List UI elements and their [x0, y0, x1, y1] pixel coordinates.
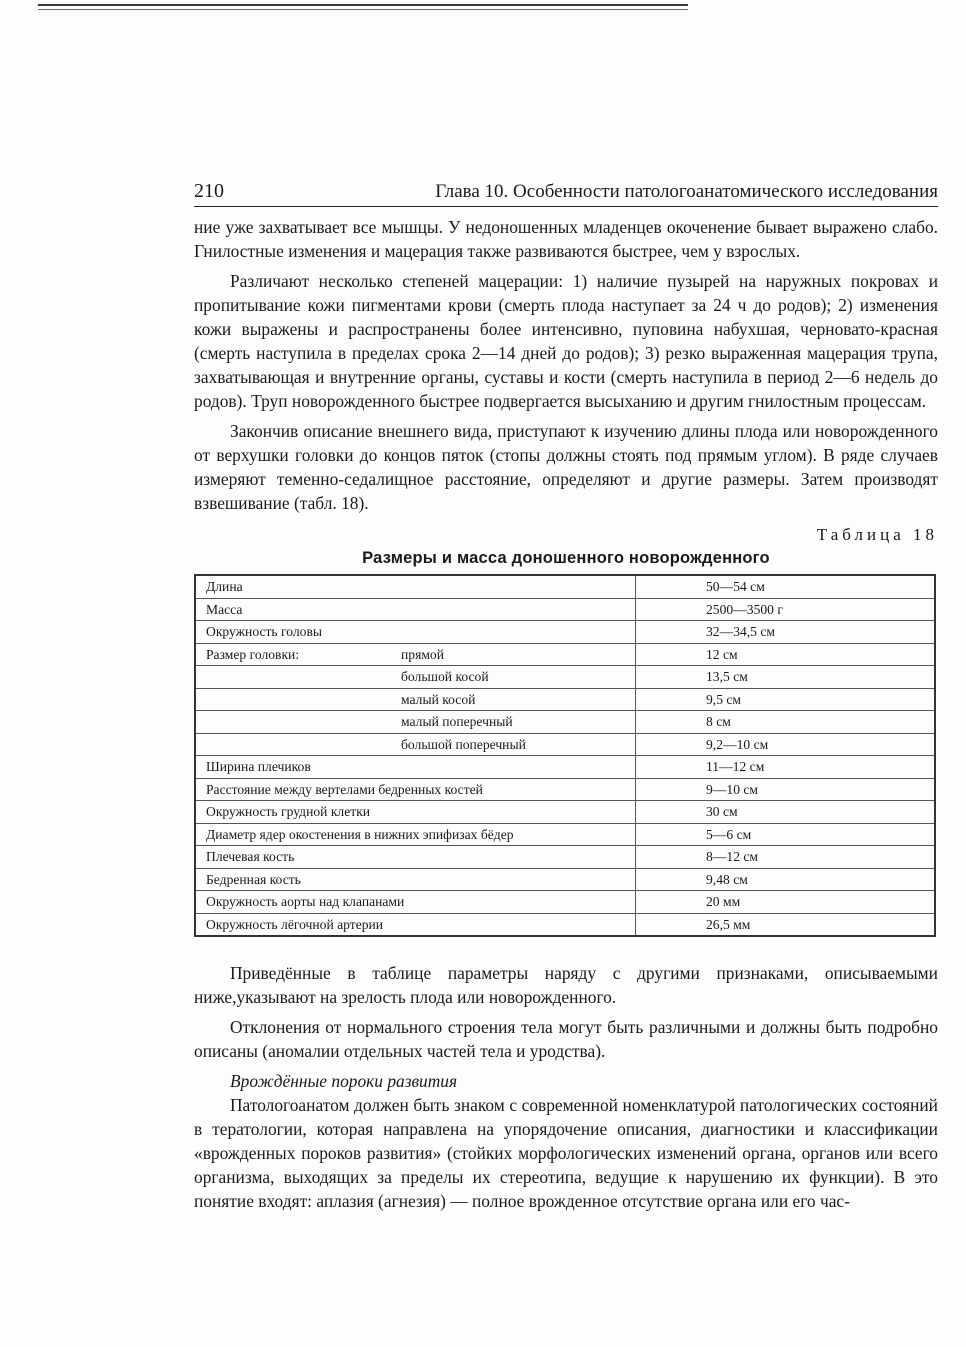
table-row: [195, 666, 935, 689]
param-cell: Окружность лёгочной артерии: [195, 913, 636, 936]
value-cell: 8—12 см: [636, 846, 936, 869]
param-cell: Окружность грудной клетки: [195, 801, 636, 824]
book-page: [194, 180, 938, 1213]
param-cell: Масса: [195, 598, 636, 621]
paragraph-1: ние уже захватывает все мышцы. У недоношенных младенцев окоченение бывает выражено слабо. Гнилостные изменения и мацерация также развиваются быстрее, чем у взрослых.: [194, 217, 938, 261]
page-number: 210: [194, 180, 224, 202]
value-cell: 30 см: [636, 801, 936, 824]
table-row: [195, 891, 935, 914]
param-group-label: Размер головки:: [206, 646, 300, 662]
param-cell: [195, 643, 636, 666]
value-cell: 9,48 см: [636, 868, 936, 891]
param-cell: Плечевая кость: [195, 846, 636, 869]
param-cell: Бедренная кость: [195, 868, 636, 891]
param-sub-cell: большой поперечный: [195, 733, 636, 756]
value-cell: 9,5 см: [636, 688, 936, 711]
param-cell: Расстояние между вертелами бедренных костей: [195, 778, 636, 801]
value-cell: 5—6 см: [636, 823, 936, 846]
value-cell: 20 мм: [636, 891, 936, 914]
param-sub-label: прямой: [401, 646, 444, 662]
param-cell: Диаметр ядер окостенения в нижних эпифизах бёдер: [195, 823, 636, 846]
table-row: [195, 913, 935, 936]
sizes-table: [194, 574, 936, 937]
value-cell: 12 см: [636, 643, 936, 666]
value-cell: 26,5 мм: [636, 913, 936, 936]
table-row: [195, 733, 935, 756]
running-head: [194, 180, 938, 207]
param-cell: Ширина плечиков: [195, 756, 636, 779]
param-sub-cell: малый поперечный: [195, 711, 636, 734]
table-row: [195, 598, 935, 621]
param-sub-cell: малый косой: [195, 688, 636, 711]
table-row: [195, 575, 935, 598]
table-row: [195, 688, 935, 711]
table-row: [195, 778, 935, 801]
value-cell: 8 см: [636, 711, 936, 734]
param-cell: Длина: [195, 575, 636, 598]
param-cell: Окружность головы: [195, 621, 636, 644]
section-subheading: Врождённые пороки развития: [230, 1071, 458, 1091]
value-cell: 2500—3500 г: [636, 598, 936, 621]
table-label: Таблица 18: [816, 525, 938, 544]
table-row: [195, 823, 935, 846]
param-sub-cell: большой косой: [195, 666, 636, 689]
value-cell: 11—12 см: [636, 756, 936, 779]
paragraph-5: Отклонения от нормального строения тела могут быть различными и должны быть подробно описаны (аномалии отдельных частей тела и уродства).: [194, 1017, 938, 1061]
paragraph-6: Патологоанатом должен быть знаком с современной номенклатурой патологических состояний в тератологии, которая направлена на упорядочение описания, диагностики и классификации «врожденных пороков развития» (стойких морфологических изменений органа, органов или всего организма, выходящих за пределы их стереотипа, ведущие к нарушению их функции). В это понятие входят: аплазия (агнезия) — полное врожденное отсутствие органа или его час-: [194, 1095, 938, 1211]
table-title: Размеры и масса доношенного новорожденного: [362, 549, 770, 567]
scan-edge-artifact: [38, 4, 688, 14]
param-cell: Окружность аорты над клапанами: [195, 891, 636, 914]
value-cell: 32—34,5 см: [636, 621, 936, 644]
value-cell: 9—10 см: [636, 778, 936, 801]
paragraph-2: Различают несколько степеней мацерации: 1) наличие пузырей на наружных покровах и пропитывание кожи пигментами крови (смерть плода наступает за 24 ч до родов); 2) изменения кожи выражены и распространены более интенсивно, пуповина набухшая, черновато-красная (смерть наступила в пределах срока 2—14 дней до родов); 3) резко выраженная мацерация трупа, захватывающая и внутренние органы, суставы и кости (смерть наступила в период 2—6 недель до родов). Труп новорожденного быстрее подвергается высыханию и другим гнилостным процессам.: [194, 271, 938, 411]
paragraph-3: Закончив описание внешнего вида, приступают к изучению длины плода или новорожденного от верхушки головки до концов пяток (стопы должны стоять под прямым углом). В ряде случаев измеряют теменно-седалищное расстояние, определяют и другие размеры. Затем производят взвешивание (табл. 18).: [194, 421, 938, 513]
table-row: [195, 756, 935, 779]
paragraph-4: Приведённые в таблице параметры наряду с другими признаками, описываемыми ниже,указывают на зрелость плода или новорожденного.: [194, 963, 938, 1007]
table-row: [195, 801, 935, 824]
value-cell: 9,2—10 см: [636, 733, 936, 756]
value-cell: 13,5 см: [636, 666, 936, 689]
table-row: [195, 846, 935, 869]
chapter-title: Глава 10. Особенности патологоанатомического исследования: [435, 181, 938, 202]
table-row: [195, 621, 935, 644]
table-row: [195, 711, 935, 734]
table-row: [195, 868, 935, 891]
table-row: [195, 643, 935, 666]
value-cell: 50—54 см: [636, 575, 936, 598]
